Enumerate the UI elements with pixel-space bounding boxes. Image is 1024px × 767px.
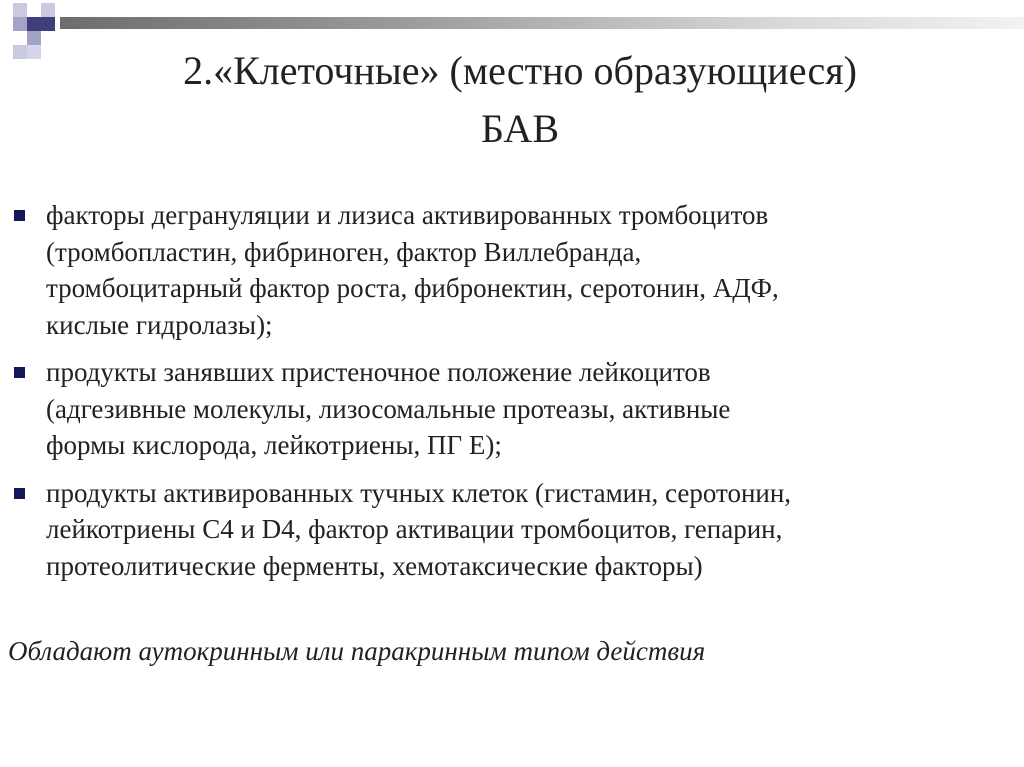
bullet-item	[14, 475, 1014, 585]
deco-square	[13, 45, 27, 59]
deco-square	[13, 3, 27, 17]
slide-title-line-1: 2.«Клеточные» (местно образующиеся)	[183, 48, 857, 93]
bullet-text: факторы дегрануляции и лизиса активированных тромбоцитов (тромбопластин, фибриноген, фактор Виллебранда, тромбоцитарный фактор роста, фибронектин, серотонин, АДФ, кислые гидролазы);	[46, 200, 779, 340]
square-bullet-icon	[14, 488, 25, 499]
bullet-list	[14, 197, 1014, 595]
square-bullet-icon	[14, 210, 25, 221]
header-rule	[60, 17, 1024, 29]
footnote: Обладают аутокринным или паракринным типом действия	[8, 636, 706, 666]
slide-title	[40, 42, 1000, 158]
bullet-item	[14, 197, 1014, 343]
deco-square	[41, 17, 55, 31]
deco-square	[41, 3, 55, 17]
deco-square	[27, 31, 41, 45]
bullet-text: продукты занявших пристеночное положение лейкоцитов (адгезивные молекулы, лизосомальные протеазы, активные формы кислорода, лейкотриены, ПГ Е);	[46, 357, 731, 460]
slide-title-line-2: БАВ	[480, 106, 559, 151]
bullet-item	[14, 354, 1014, 464]
bullet-text: продукты активированных тучных клеток (гистамин, серотонин, лейкотриены С4 и D4, фактор активации тромбоцитов, гепарин, протеолитические ферменты, хемотаксические факторы)	[46, 477, 792, 581]
deco-square	[27, 17, 41, 31]
square-bullet-icon	[14, 367, 25, 378]
deco-square	[13, 17, 27, 31]
deco-square	[27, 45, 41, 59]
